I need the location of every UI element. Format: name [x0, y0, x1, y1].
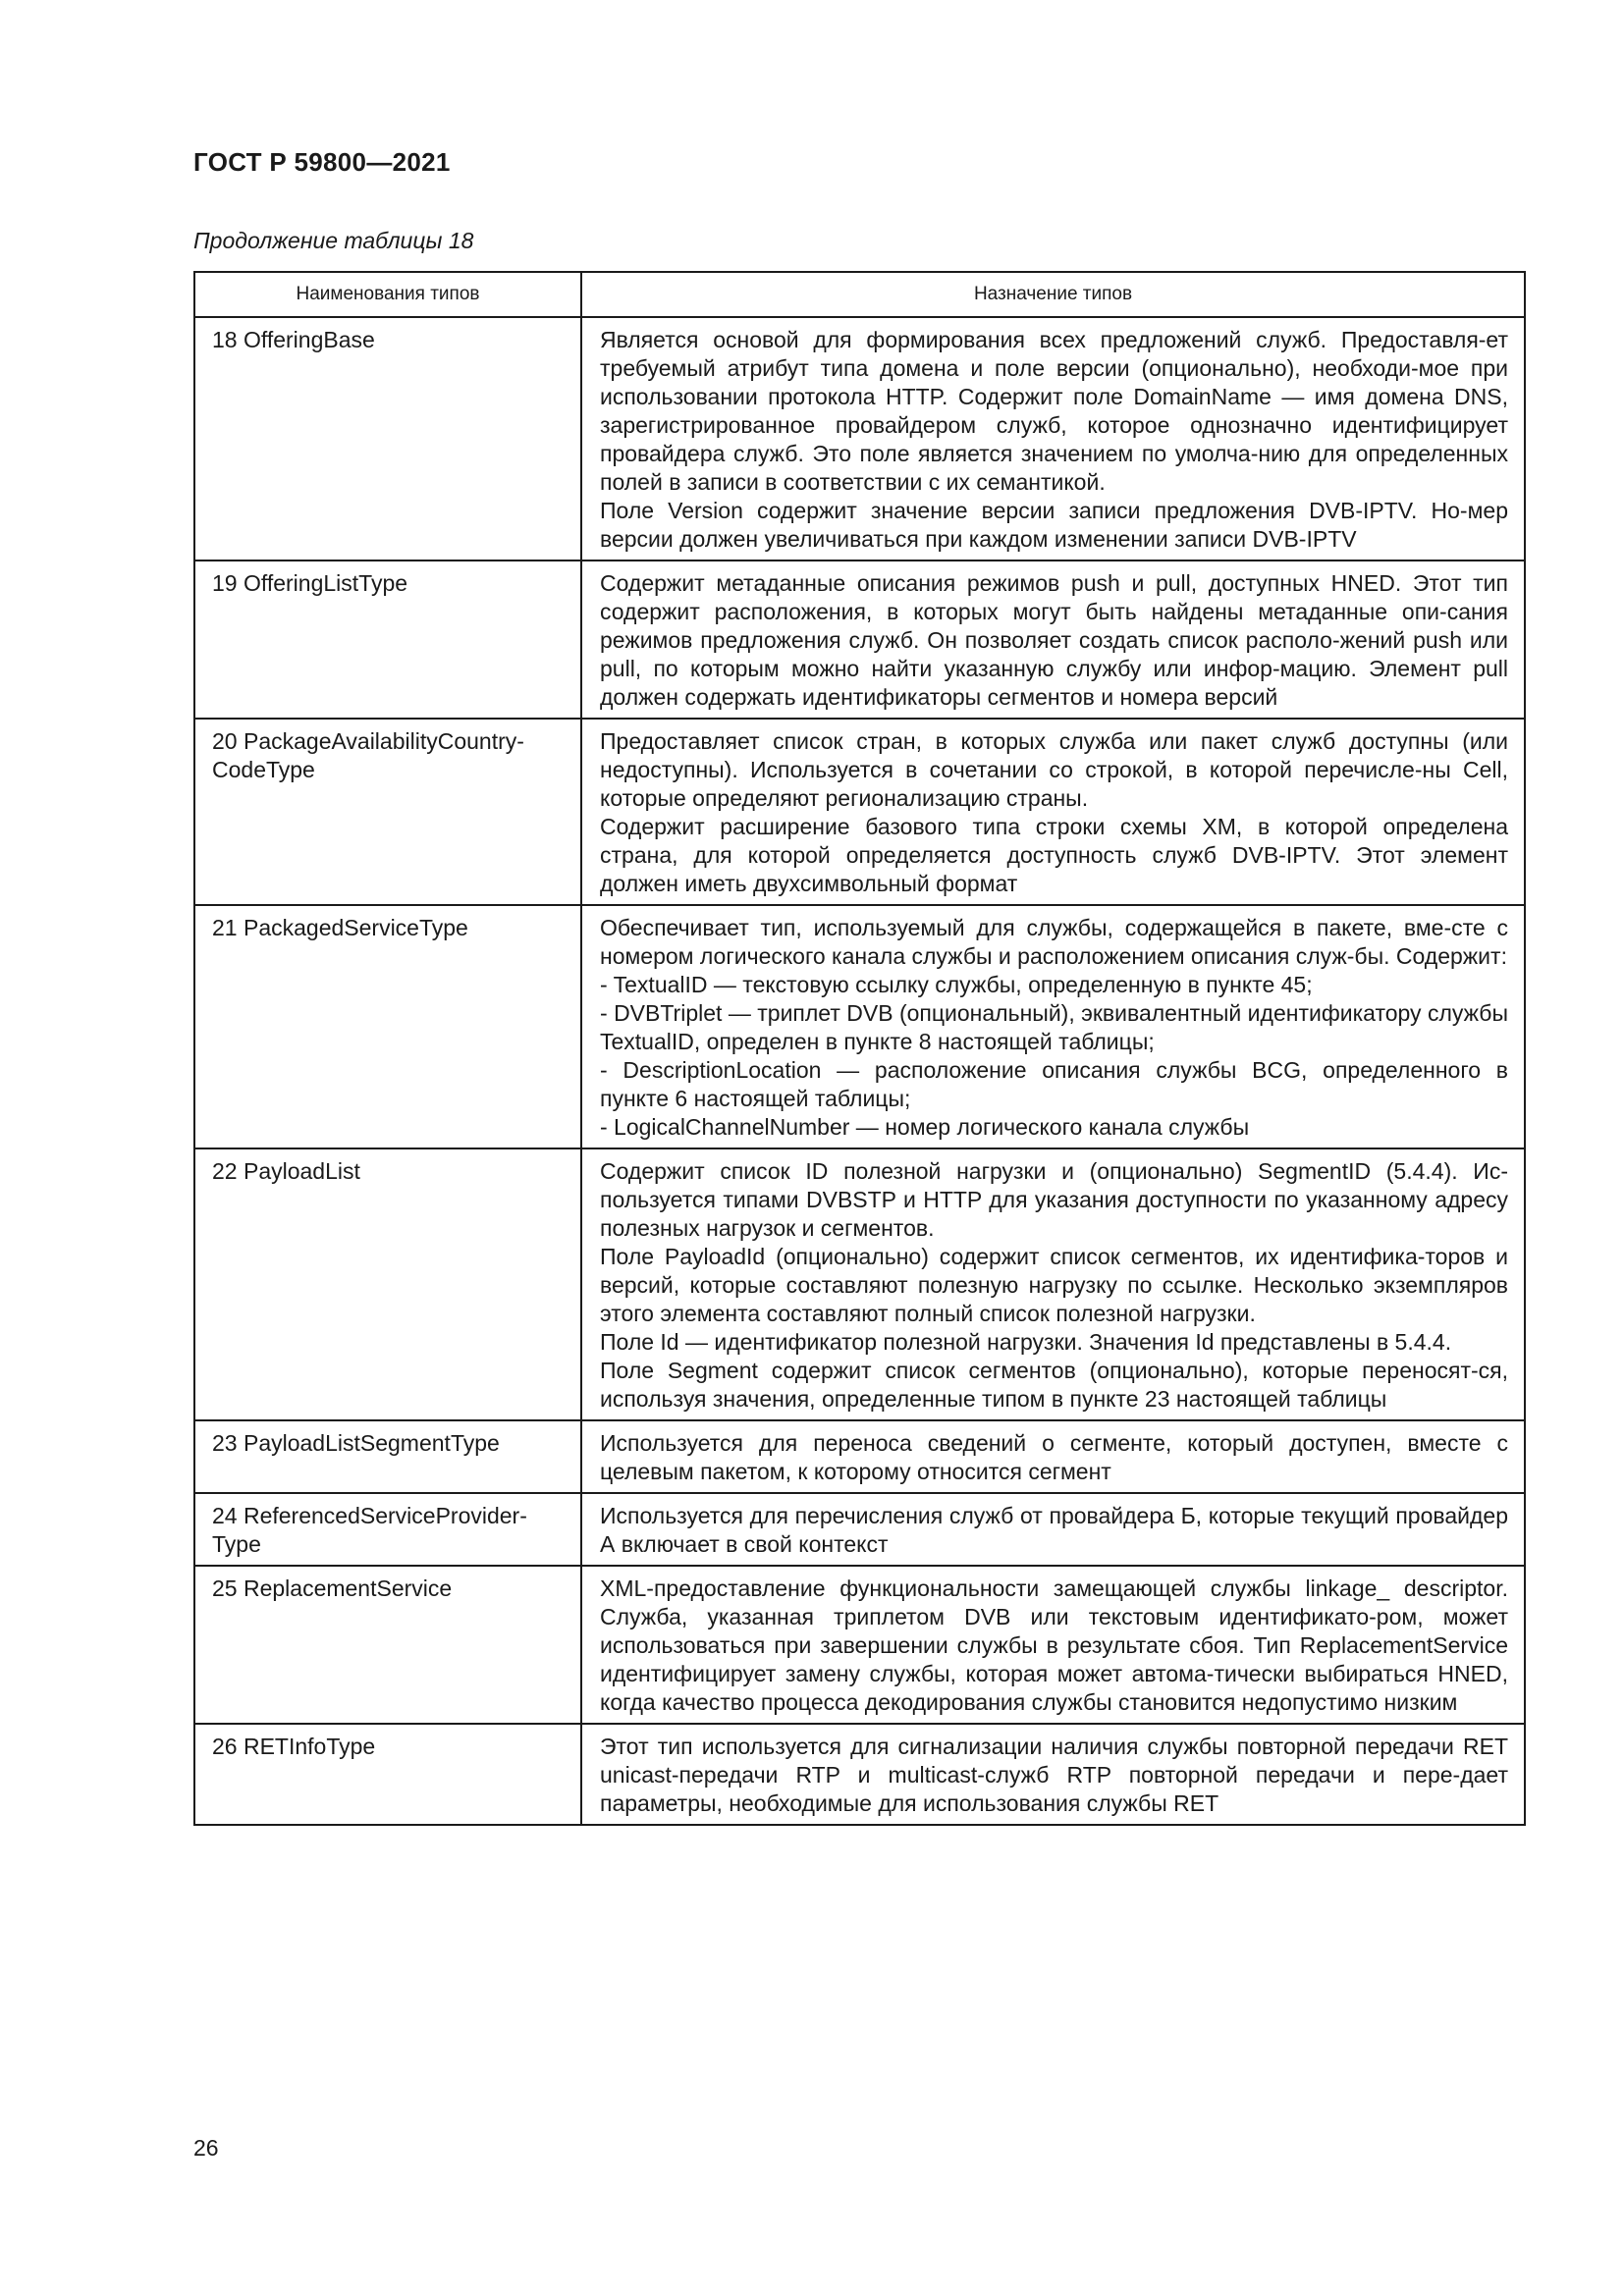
type-description-cell: [581, 719, 1525, 905]
column-header-type-names: Наименования типов: [194, 272, 581, 317]
description-line: Поле PayloadId (опционально) содержит список сегментов, их идентифика-торов и версий, которые составляют полезную нагрузку по ссылке. Несколько экземпляров этого элемента составляют полный список полезной нагрузки.: [600, 1244, 1508, 1326]
description-line: Является основой для формирования всех предложений служб. Предоставля-ет требуемый атрибут типа домена и поле версии (опционально), необходи-мое при использовании протокола HTTP. Содержит поле DomainName — имя домена DNS, зарегистрированное провайдером служб, которое однозначно идентифицирует провайдера служб. Это поле является значением по умолча-нию для определенных полей в записи в соответствии с их семантикой.: [600, 327, 1508, 495]
description-line: Содержит список ID полезной нагрузки и (опционально) SegmentID (5.4.4). Ис-пользуется типами DVBSTP и HTTP для указания доступности по указанному адресу полезных нагрузок и сегментов.: [600, 1158, 1508, 1241]
type-name-cell: 20 PackageAvailabilityCountry-CodeType: [194, 719, 581, 905]
types-table: [193, 271, 1526, 1826]
description-line: Поле Version содержит значение версии записи предложения DVB-IPTV. Но-мер версии должен увеличиваться при каждом изменении записи DVB-IPTV: [600, 498, 1508, 552]
type-name-cell: 21 PackagedServiceType: [194, 905, 581, 1148]
table-header-row: [194, 272, 1525, 317]
description-line: Содержит расширение базового типа строки схемы XM, в которой определена страна, для которой определяется доступность служб DVB-IPTV. Этот элемент должен иметь двухсимвольный формат: [600, 814, 1508, 896]
description-line: - DescriptionLocation — расположение описания службы BCG, определенного в пункте 6 настоящей таблицы;: [600, 1057, 1508, 1111]
table-row: [194, 1493, 1525, 1566]
type-name-cell: 26 RETInfoType: [194, 1724, 581, 1825]
type-name-cell: 19 OfferingListType: [194, 561, 581, 719]
type-name-cell: 18 OfferingBase: [194, 317, 581, 561]
description-line: - LogicalChannelNumber — номер логического канала службы: [600, 1114, 1250, 1140]
type-name-cell: 25 ReplacementService: [194, 1566, 581, 1724]
type-name-cell: 22 PayloadList: [194, 1148, 581, 1420]
type-description-cell: [581, 317, 1525, 561]
type-name-cell: 23 PayloadListSegmentType: [194, 1420, 581, 1493]
description-line: - TextualID — текстовую ссылку службы, определенную в пункте 45;: [600, 972, 1313, 997]
description-line: Поле Id — идентификатор полезной нагрузки. Значения Id представлены в 5.4.4.: [600, 1329, 1452, 1355]
description-line: XML-предоставление функциональности замещающей службы linkage_ descriptor. Служба, указанная триплетом DVB или текстовым идентификато-ром, может использоваться при завершении службы в результате сбоя. Тип ReplacementService идентифицирует замену службы, которая может автома-тически выбираться HNED, когда качество процесса декодирования службы становится недопустимо низким: [600, 1575, 1508, 1715]
description-line: Обеспечивает тип, используемый для службы, содержащейся в пакете, вме-сте с номером логического канала службы и расположением описания служ-бы. Содержит:: [600, 915, 1508, 969]
description-line: Используется для переноса сведений о сегменте, который доступен, вместе с целевым пакетом, к которому относится сегмент: [600, 1430, 1508, 1484]
table-row: [194, 317, 1525, 561]
table-row: [194, 561, 1525, 719]
table-row: [194, 1724, 1525, 1825]
table-row: [194, 1420, 1525, 1493]
table-row: [194, 719, 1525, 905]
document-header: ГОСТ Р 59800—2021: [193, 147, 451, 177]
column-header-type-purpose: Назначение типов: [581, 272, 1525, 317]
type-description-cell: [581, 1566, 1525, 1724]
type-description-cell: [581, 1724, 1525, 1825]
description-line: Содержит метаданные описания режимов push и pull, доступных HNED. Этот тип содержит расположения, в которых могут быть найдены метаданные опи-сания режимов предложения служб. Он позволяет создать список располо-жений push или pull, по которым можно найти указанную службу или инфор-мацию. Элемент pull должен содержать идентификаторы сегментов и номера версий: [600, 570, 1508, 710]
description-line: Этот тип используется для сигнализации наличия службы повторной передачи RET unicast-передачи RTP и multicast-служб RTP повторной передачи и пере-дает параметры, необходимые для использования службы RET: [600, 1734, 1508, 1816]
table-row: [194, 1148, 1525, 1420]
type-description-cell: [581, 561, 1525, 719]
type-description-cell: [581, 1148, 1525, 1420]
table-row: [194, 1566, 1525, 1724]
page-number: 26: [193, 2135, 219, 2161]
description-line: Используется для перечисления служб от провайдера Б, которые текущий провайдер А включает в свой контекст: [600, 1503, 1508, 1557]
table-caption: Продолжение таблицы 18: [193, 228, 474, 253]
description-line: Поле Segment содержит список сегментов (опционально), которые переносят-ся, используя значения, определенные типом в пункте 23 настоящей таблицы: [600, 1358, 1508, 1412]
type-description-cell: [581, 1493, 1525, 1566]
type-description-cell: [581, 1420, 1525, 1493]
description-line: - DVBTriplet — триплет DVB (опциональный), эквивалентный идентификатору службы TextualID, определен в пункте 8 настоящей таблицы;: [600, 1000, 1508, 1054]
type-description-cell: [581, 905, 1525, 1148]
table-row: [194, 905, 1525, 1148]
type-name-cell: 24 ReferencedServiceProvider-Type: [194, 1493, 581, 1566]
description-line: Предоставляет список стран, в которых служба или пакет служб доступны (или недоступны). Используется в сочетании со строкой, в которой перечисле-ны Cell, которые определяют регионализацию страны.: [600, 728, 1508, 811]
